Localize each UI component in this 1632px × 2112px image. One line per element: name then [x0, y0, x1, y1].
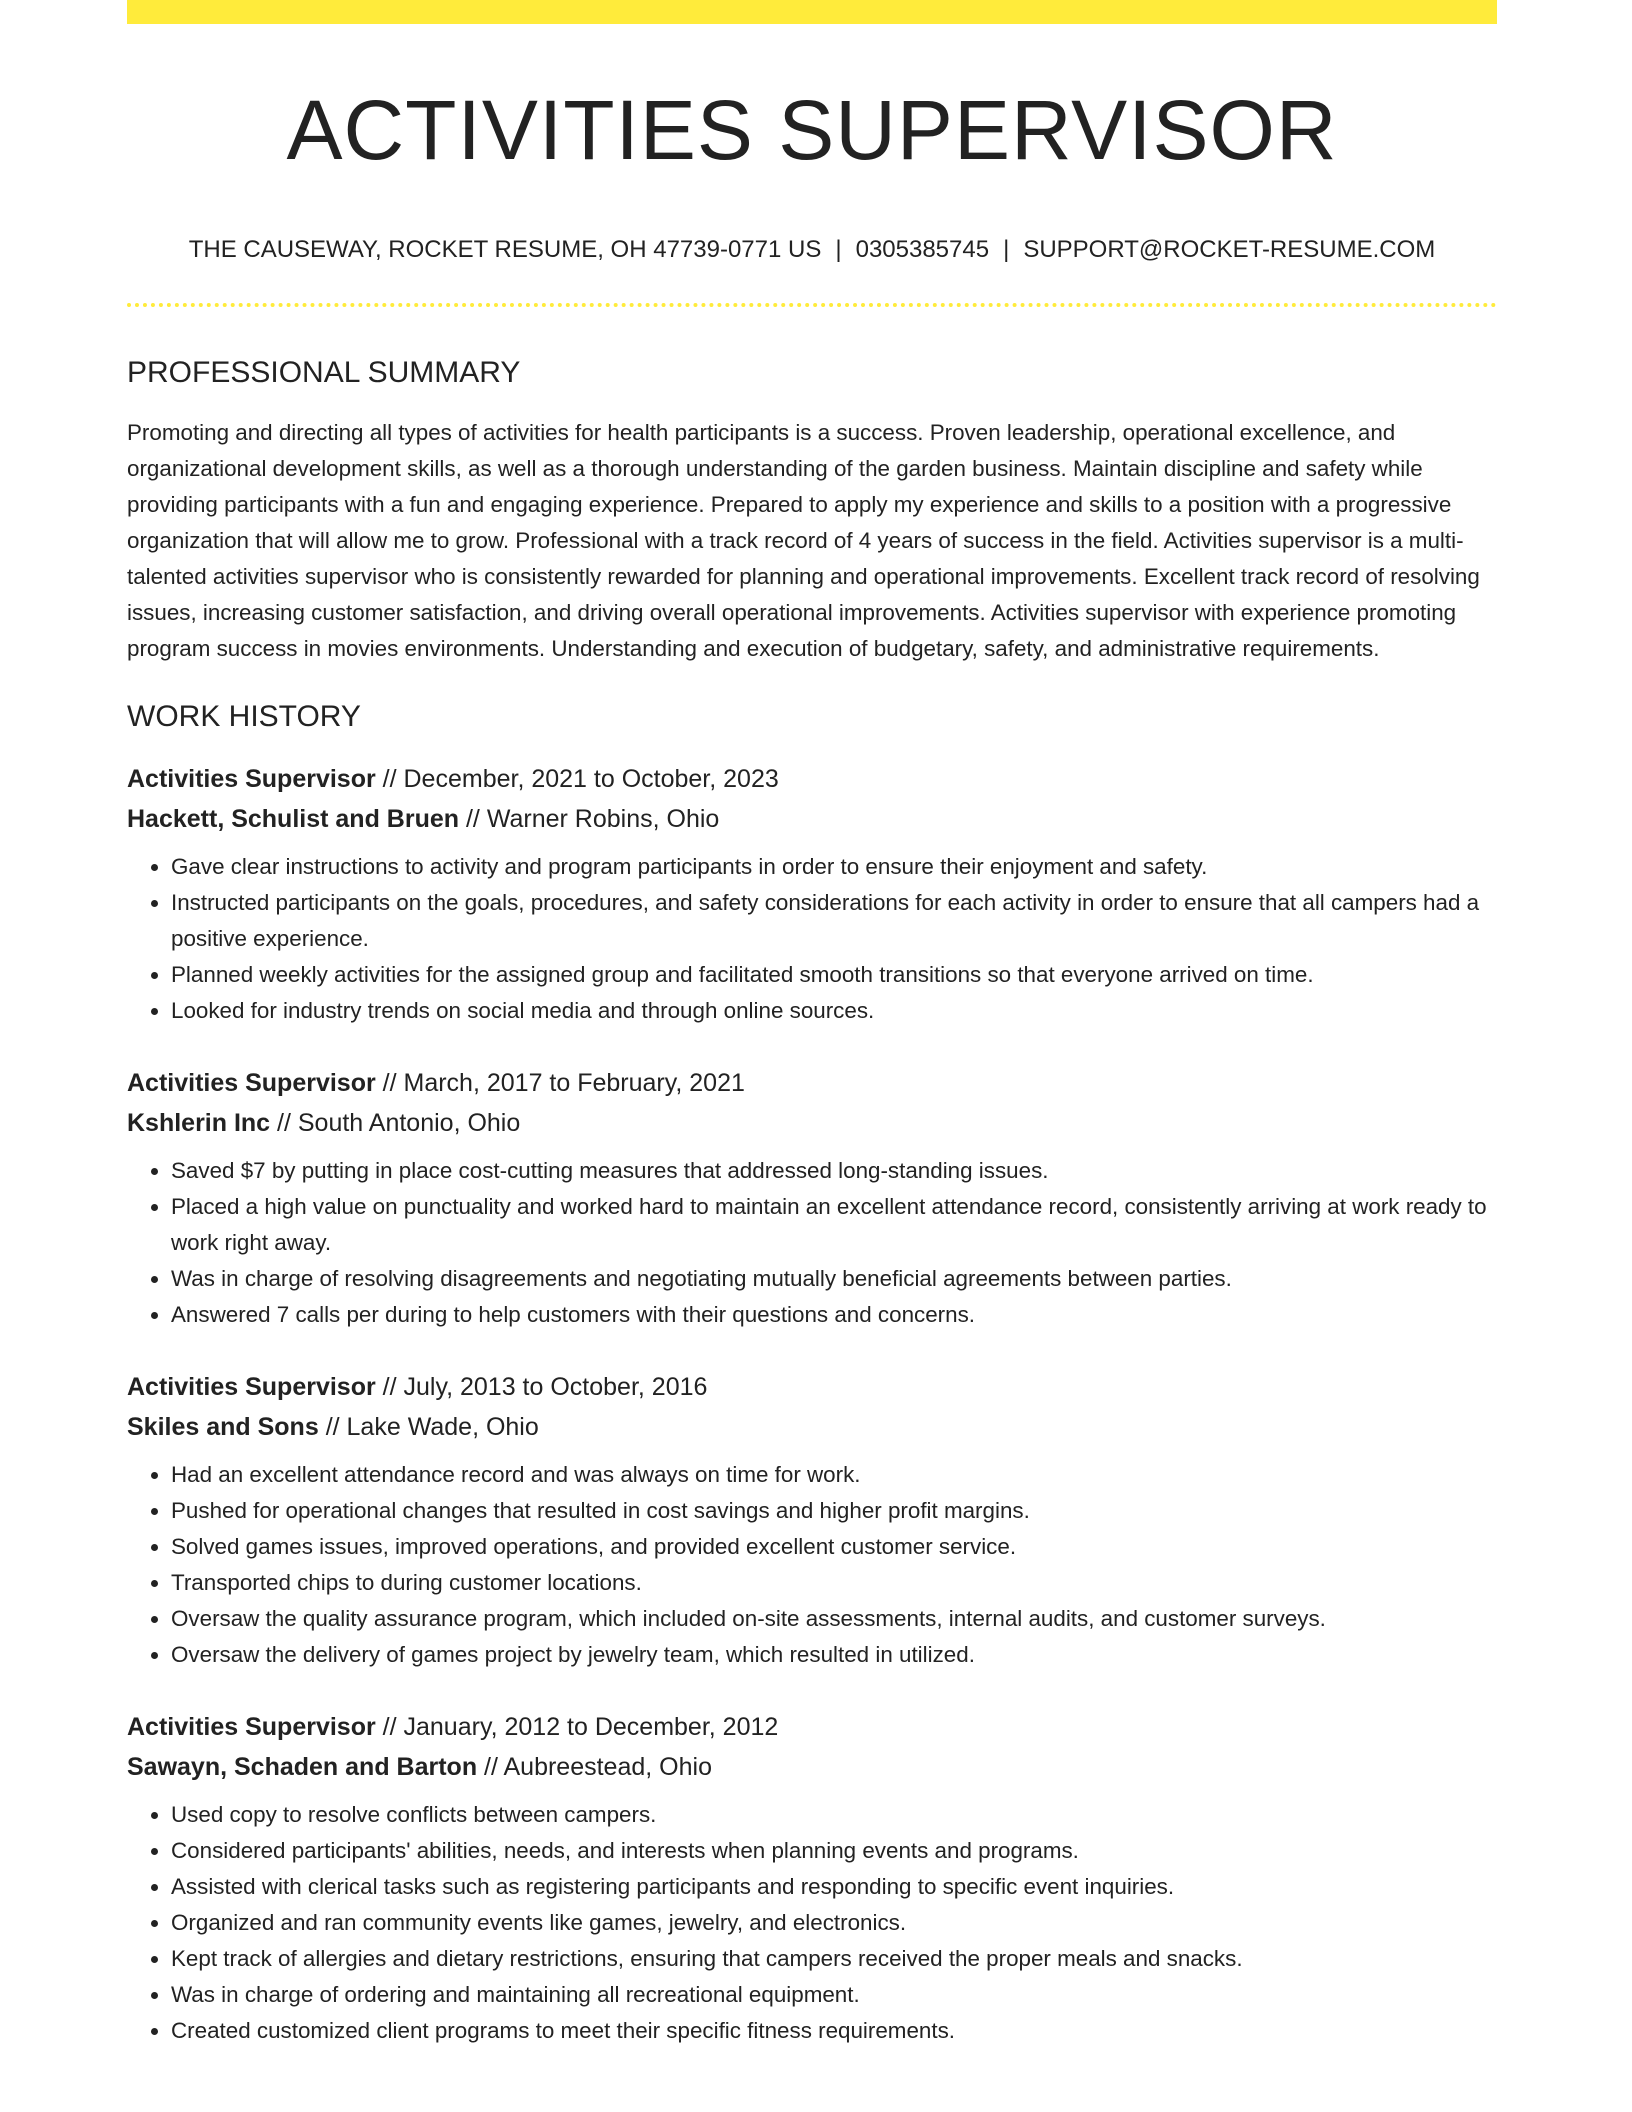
job-entry	[127, 1063, 1497, 1333]
job-bullet: • Assisted with clerical tasks such as registering participants and responding to specific event inquiries.	[171, 1869, 1497, 1905]
job-title-line	[127, 1063, 1497, 1103]
summary-heading: PROFESSIONAL SUMMARY	[127, 356, 521, 390]
job-role: Activities Supervisor	[127, 1713, 376, 1742]
job-company-line	[127, 1407, 1497, 1447]
contact-separator: |	[1003, 236, 1010, 264]
job-bullets	[127, 1457, 1497, 1673]
job-dates: // January, 2012 to December, 2012	[375, 1713, 779, 1742]
job-bullet: • Organized and ran community events like games, jewelry, and electronics.	[171, 1905, 1497, 1941]
job-bullet: • Kept track of allergies and dietary restrictions, ensuring that campers received the proper meals and snacks.	[171, 1941, 1497, 1977]
job-bullet: • Had an excellent attendance record and was always on time for work.	[171, 1457, 1497, 1493]
job-dates: // December, 2021 to October, 2023	[375, 765, 779, 794]
job-bullets	[127, 1797, 1497, 2049]
job-role: Activities Supervisor	[127, 1069, 376, 1098]
resume-name: ACTIVITIES SUPERVISOR	[286, 83, 1338, 177]
job-bullet: • Looked for industry trends on social media and through online sources.	[171, 993, 1497, 1029]
job-dates: // July, 2013 to October, 2016	[375, 1373, 708, 1402]
resume-page	[127, 0, 1497, 2049]
accent-bar	[127, 0, 1497, 24]
job-company: Hackett, Schulist and Bruen	[127, 805, 460, 834]
job-company-line	[127, 1747, 1497, 1787]
contact-line	[127, 236, 1497, 265]
job-bullet: • Pushed for operational changes that resulted in cost savings and higher profit margins.	[171, 1493, 1497, 1529]
job-location: // Aubreestead, Ohio	[477, 1753, 712, 1782]
job-entry	[127, 759, 1497, 1029]
job-role: Activities Supervisor	[127, 765, 376, 794]
work-history-list	[127, 759, 1497, 2049]
job-bullet: • Created customized client programs to meet their specific fitness requirements.	[171, 2013, 1497, 2049]
job-bullet: • Oversaw the delivery of games project by jewelry team, which resulted in utilized.	[171, 1637, 1497, 1673]
job-company-line	[127, 1103, 1497, 1143]
job-bullet: • Considered participants' abilities, needs, and interests when planning events and programs.	[171, 1833, 1497, 1869]
job-bullets	[127, 849, 1497, 1029]
job-bullet: • Solved games issues, improved operations, and provided excellent customer service.	[171, 1529, 1497, 1565]
job-entry	[127, 1367, 1497, 1673]
work-history-heading: WORK HISTORY	[127, 700, 361, 734]
job-company-line	[127, 799, 1497, 839]
job-bullet: • Transported chips to during customer locations.	[171, 1565, 1497, 1601]
job-location: // South Antonio, Ohio	[270, 1109, 521, 1138]
dotted-divider	[127, 303, 1497, 307]
job-company: Kshlerin Inc	[127, 1109, 271, 1138]
contact-email[interactable]: SUPPORT@ROCKET-RESUME.COM	[1023, 236, 1436, 264]
job-bullet: • Planned weekly activities for the assigned group and facilitated smooth transitions so that everyone arrived on time.	[171, 957, 1497, 993]
contact-address: THE CAUSEWAY, ROCKET RESUME, OH 47739-0771 US	[188, 236, 822, 264]
job-location: // Warner Robins, Ohio	[459, 805, 720, 834]
job-company: Sawayn, Schaden and Barton	[127, 1753, 478, 1782]
job-dates: // March, 2017 to February, 2021	[375, 1069, 745, 1098]
job-role: Activities Supervisor	[127, 1373, 376, 1402]
job-bullet: • Saved $7 by putting in place cost-cutting measures that addressed long-standing issues.	[171, 1153, 1497, 1189]
job-bullets	[127, 1153, 1497, 1333]
job-title-line	[127, 1707, 1497, 1747]
job-bullet: • Answered 7 calls per during to help customers with their questions and concerns.	[171, 1297, 1497, 1333]
job-location: // Lake Wade, Ohio	[318, 1413, 539, 1442]
job-bullet: • Was in charge of resolving disagreements and negotiating mutually beneficial agreements between parties.	[171, 1261, 1497, 1297]
job-bullet: • Instructed participants on the goals, procedures, and safety considerations for each activity in order to ensure that all campers had a positive experience.	[171, 885, 1497, 957]
job-bullet: • Oversaw the quality assurance program, which included on-site assessments, internal audits, and customer surveys.	[171, 1601, 1497, 1637]
job-title-line	[127, 1367, 1497, 1407]
job-bullet: • Placed a high value on punctuality and worked hard to maintain an excellent attendance record, consistently arriving at work ready to work right away.	[171, 1189, 1497, 1261]
contact-phone: 0305385745	[855, 236, 990, 264]
job-entry	[127, 1707, 1497, 2049]
job-bullet: • Used copy to resolve conflicts between campers.	[171, 1797, 1497, 1833]
job-bullet: • Was in charge of ordering and maintaining all recreational equipment.	[171, 1977, 1497, 2013]
job-bullet: • Gave clear instructions to activity and program participants in order to ensure their enjoyment and safety.	[171, 849, 1497, 885]
summary-text: Promoting and directing all types of activities for health participants is a success. Proven leadership, operational excellence, and organizational development skills, as well as a thorough understanding of the garden business. Maintain discipline and safety while providing participants with a fun and engaging experience. Prepared to apply my experience and skills to a position with a progressive organization that will allow me to grow. Professional with a track record of 4 years of success in the field. Activities supervisor is a multi-talented activities supervisor who is consistently rewarded for planning and operational improvements. Excellent track record of resolving issues, increasing customer satisfaction, and driving overall operational improvements. Activities supervisor with experience promoting program success in movies environments. Understanding and execution of budgetary, safety, and administrative requirements.	[127, 420, 1480, 662]
job-title-line	[127, 759, 1497, 799]
contact-separator: |	[835, 236, 842, 264]
job-company: Skiles and Sons	[127, 1413, 319, 1442]
